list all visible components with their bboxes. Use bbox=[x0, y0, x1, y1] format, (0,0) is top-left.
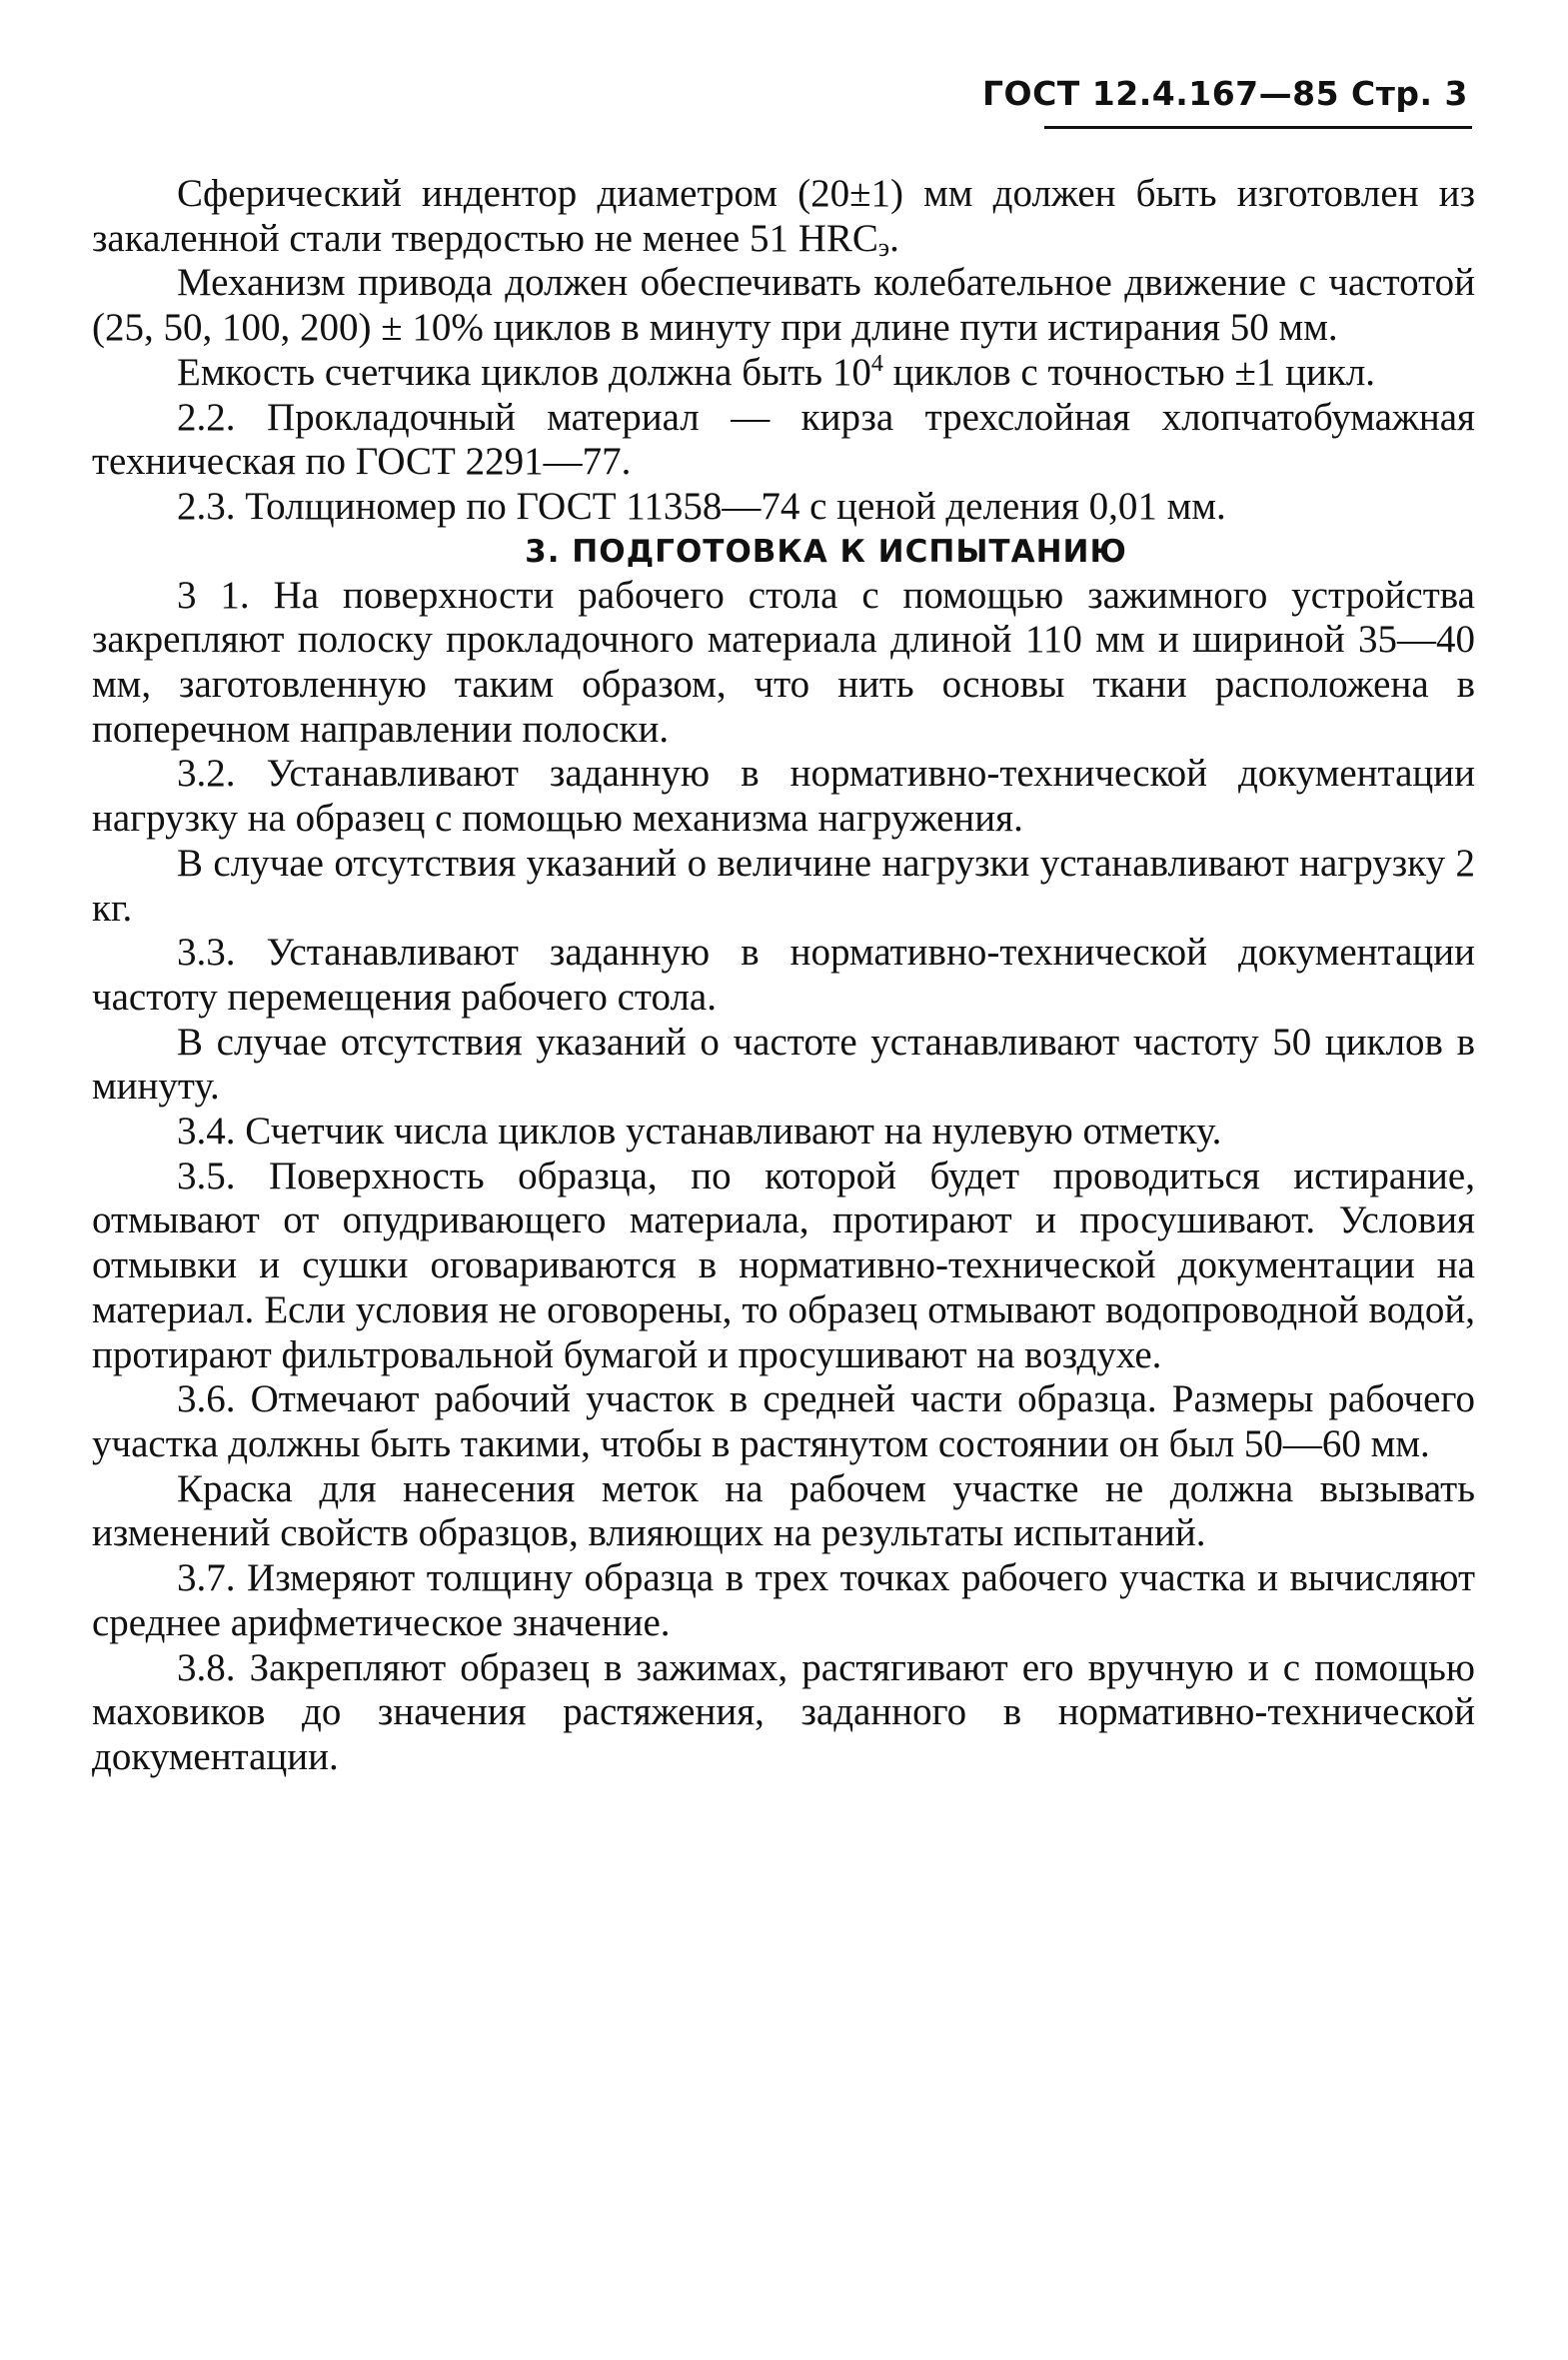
paragraph-drive: Механизм привода должен обеспечивать колебательное движение с частотой (25, 50, 100, 200) ± 10% циклов в минуту при длине пути истирания 50 мм. bbox=[92, 261, 1475, 350]
header-rule bbox=[1044, 126, 1472, 129]
paragraph-3-6-note: Краска для нанесения меток на рабочем участке не должна вызывать изменений свойств образцов, влияющих на результаты испытаний. bbox=[92, 1466, 1475, 1555]
paragraph-3-4: 3.4. Счетчик числа циклов устанавливают на нулевую отметку. bbox=[177, 1110, 1222, 1154]
paragraph-3-8: 3.8. Закрепляют образец в зажимах, растягивают его вручную и с помощью маховиков до значения растяжения, заданного в нормативно-технической документации. bbox=[92, 1645, 1475, 1778]
paragraph-counter-post: циклов с точностью ±1 цикл. bbox=[882, 350, 1376, 394]
section-title: 3. ПОДГОТОВКА К ИСПЫТАНИЮ bbox=[525, 533, 1127, 570]
paragraph-indenter bbox=[92, 172, 1475, 261]
paragraph-3-1: 3 1. На поверхности рабочего стола с помощью зажимного устройства закрепляют полоску прокладочного материала длиной 110 мм и шириной 35—40 мм, заготовленную таким образом, что нить основы ткани расположена в поперечном направлении полоски. bbox=[92, 573, 1475, 751]
paragraph-3-6: 3.6. Отмечают рабочий участок в средней части образца. Размеры рабочего участка должны быть такими, чтобы в растянутом состоянии он был 50—60 мм. bbox=[92, 1377, 1475, 1465]
power-superscript: 4 bbox=[870, 350, 883, 377]
paragraph-3-2: 3.2. Устанавливают заданную в нормативно-технической документации нагрузку на образец с помощью механизма нагружения. bbox=[92, 752, 1475, 841]
paragraph-indenter-text: Сферический индентор диаметром (20±1) мм должен быть изготовлен из закаленной стали твердостью не менее 51 HRC bbox=[92, 172, 1475, 260]
running-header: ГОСТ 12.4.167—85 Стр. 3 bbox=[981, 74, 1468, 113]
hrc-subscript: э bbox=[877, 232, 890, 262]
document-body bbox=[92, 172, 1475, 1780]
paragraph-indenter-end: . bbox=[889, 216, 899, 260]
paragraph-2-3: 2.3. Толщиномер по ГОСТ 11358—74 с ценой деления 0,01 мм. bbox=[177, 484, 1226, 528]
paragraph-2-2: 2.2. Прокладочный материал — кирза трехслойная хлопчатобумажная техническая по ГОСТ 2291—77. bbox=[92, 395, 1475, 484]
paragraph-3-7: 3.7. Измеряют толщину образца в трех точках рабочего участка и вычисляют среднее арифметическое значение. bbox=[92, 1556, 1475, 1644]
paragraph-3-2-note: В случае отсутствия указаний о величине нагрузки устанавливают нагрузку 2 кг. bbox=[92, 841, 1475, 930]
paragraph-3-3: 3.3. Устанавливают заданную в нормативно-технической документации частоту перемещения рабочего стола. bbox=[92, 931, 1475, 1019]
paragraph-3-5: 3.5. Поверхность образца, по которой будет проводиться истирание, отмывают от опудривающего материала, протирают и просушивают. Условия отмывки и сушки оговариваются в нормативно-технической документации на материал. Если условия не оговорены, то образец отмывают водопроводной водой, протирают фильтровальной бумагой и просушивают на воздухе. bbox=[92, 1154, 1475, 1376]
paragraph-counter bbox=[92, 351, 1475, 396]
paragraph-counter-pre: Емкость счетчика циклов должна быть 10 bbox=[177, 350, 871, 394]
paragraph-3-3-note: В случае отсутствия указаний о частоте устанавливают частоту 50 циклов в минуту. bbox=[92, 1020, 1475, 1109]
